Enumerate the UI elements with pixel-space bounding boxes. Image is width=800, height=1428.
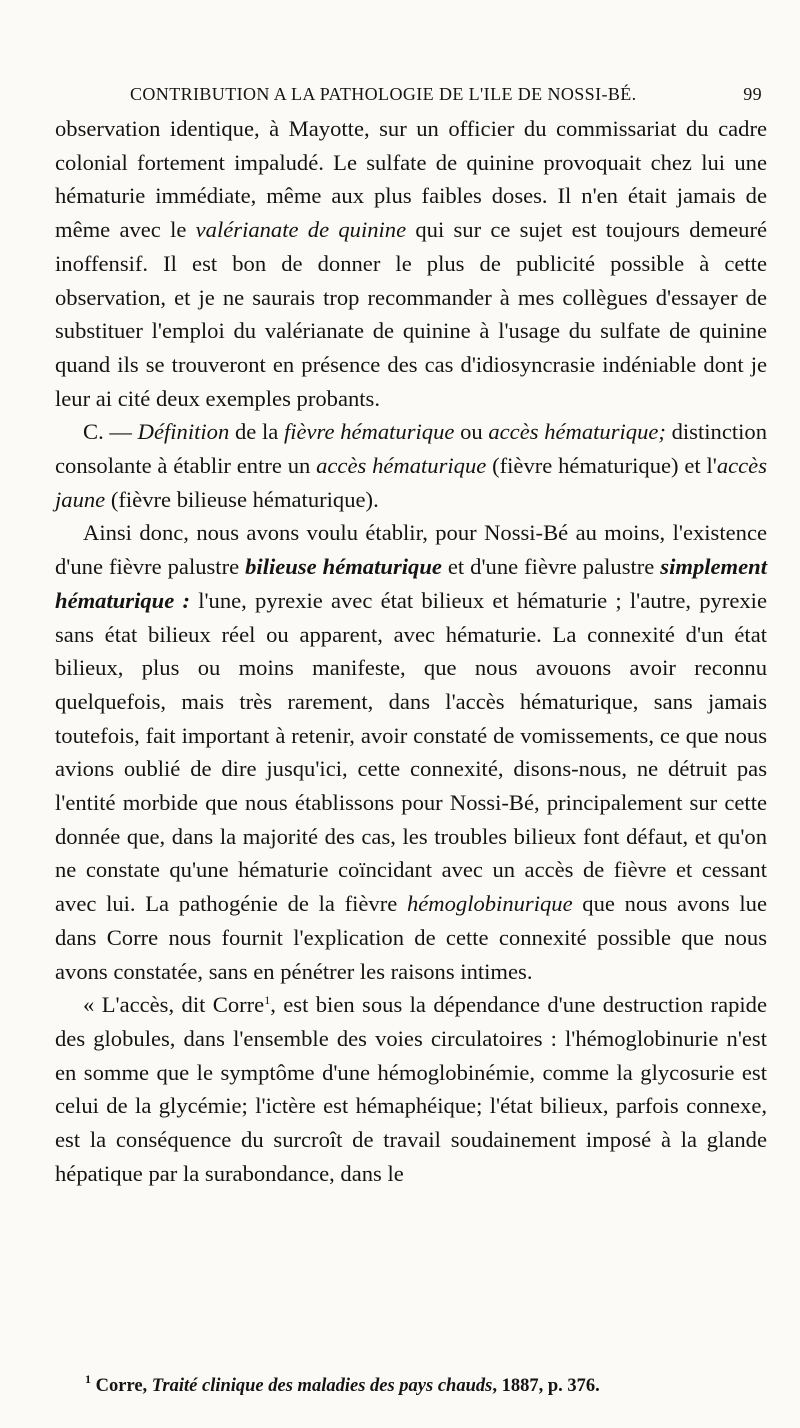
italic-run: Définition bbox=[137, 419, 230, 445]
footnote bbox=[85, 1372, 775, 1397]
text-run: l'une, pyrexie avec état bilieux et hématurie ; l'autre, pyrexie sans état bilieux réel ou apparent, avec hématurie. La connexité d'un état bilieux, plus ou moins manifeste, que nous avouons avoir reconnu quelquefois, mais très rarement, dans l'accès hématurique, sans jamais toutefois, fait important à retenir, avoir constaté de vomissements, ce que nous avions oublié de dire jusqu'ici, cette connexité, disons-nous, ne détruit pas l'entité morbide que nous établissons pour Nossi-Bé, principalement sur cette donnée que, dans la majorité des cas, les troubles bilieux font défaut, et qu'on ne constate qu'une hématurie coïncidant avec un accès de fièvre et cessant avec lui. La pathogénie de la fièvre bbox=[55, 587, 767, 917]
text-run: distinction consolante à établir entre un bbox=[55, 419, 768, 479]
running-title: CONTRIBUTION A LA PATHOLOGIE DE L'ILE DE NOSSI-BÉ. bbox=[130, 84, 637, 104]
paragraph-observation bbox=[55, 112, 767, 415]
italic-run: accès hématurique bbox=[316, 453, 487, 479]
paragraph-ainsi-donc bbox=[55, 516, 767, 988]
text-run: , est bien sous la dépendance d'une destruction rapide des globules, dans l'ensemble des voies circulatoires : l'hémoglobinurie n'est en somme que le symptôme d'une hémoglobinémie, comme la glycosurie est celui de la glycémie; l'ictère est hémaphéique; l'état bilieux, parfois connexe, est la conséquence du surcroît de travail soudainement imposé à la glande hépatique par la surabondance, dans le bbox=[55, 992, 767, 1186]
footnote-citation: , 1887, p. 376. bbox=[492, 1376, 600, 1396]
footnote-number: 1 bbox=[85, 1372, 91, 1386]
text-run: Ainsi donc, nous avons voulu établir, pour Nossi-Bé au moins, l'existence d'une fièvre palustre bbox=[55, 520, 767, 580]
bold-italic-run: bilieuse hématurique bbox=[245, 554, 442, 580]
footnote-author: Corre, bbox=[95, 1376, 152, 1396]
italic-run: fièvre hématurique bbox=[283, 419, 455, 445]
italic-run: hémoglobinurique bbox=[406, 891, 573, 917]
running-header bbox=[130, 84, 762, 114]
italic-run: accès hématurique; bbox=[488, 419, 666, 445]
text-run: « L'accès, dit Corre bbox=[83, 992, 265, 1018]
italic-run: valérianate de quinine bbox=[195, 217, 407, 243]
body-text bbox=[55, 112, 767, 1191]
page-number: 99 bbox=[743, 84, 762, 104]
text-run: (fièvre hématurique) et l' bbox=[486, 453, 717, 479]
text-run: observation identique, à Mayotte, sur un officier du commissariat du cadre colonial fortement impaludé. Le sulfate de quinine provoquait chez lui une hématurie immédiate, même aux plus faibles doses. Il n'en était jamais de même avec le bbox=[55, 116, 767, 243]
text-run: (fièvre bilieuse hématurique). bbox=[105, 486, 379, 512]
text-run: ou bbox=[454, 419, 489, 445]
bold-italic-run: simplement hématurique : bbox=[55, 554, 767, 613]
paragraph-definition bbox=[55, 415, 767, 516]
text-run: que nous avons lue dans Corre nous fournit l'explication de cette connexité possible que nous avons constatée, sans en pénétrer les raisons intimes. bbox=[55, 891, 767, 984]
text-run: qui sur ce sujet est toujours demeuré inoffensif. Il est bon de donner le plus de publicité possible à cette observation, et je ne saurais trop recommander à mes collègues d'essayer de substituer l'emploi du valérianate de quinine à l'usage du sulfate de quinine quand ils se trouveront en présence des cas d'idiosyncrasie indéniable dont je leur ai cité deux exemples probants. bbox=[55, 217, 767, 411]
footnote-work-title: Traité clinique des maladies des pays chauds bbox=[151, 1376, 493, 1396]
text-run: de la bbox=[229, 419, 284, 445]
text-run: et d'une fièvre palustre bbox=[441, 554, 661, 580]
text-run: C. — bbox=[83, 419, 138, 445]
footnote-marker: 1 bbox=[264, 993, 271, 1008]
italic-run: accès jaune bbox=[55, 453, 767, 512]
paragraph-quotation bbox=[55, 988, 767, 1190]
